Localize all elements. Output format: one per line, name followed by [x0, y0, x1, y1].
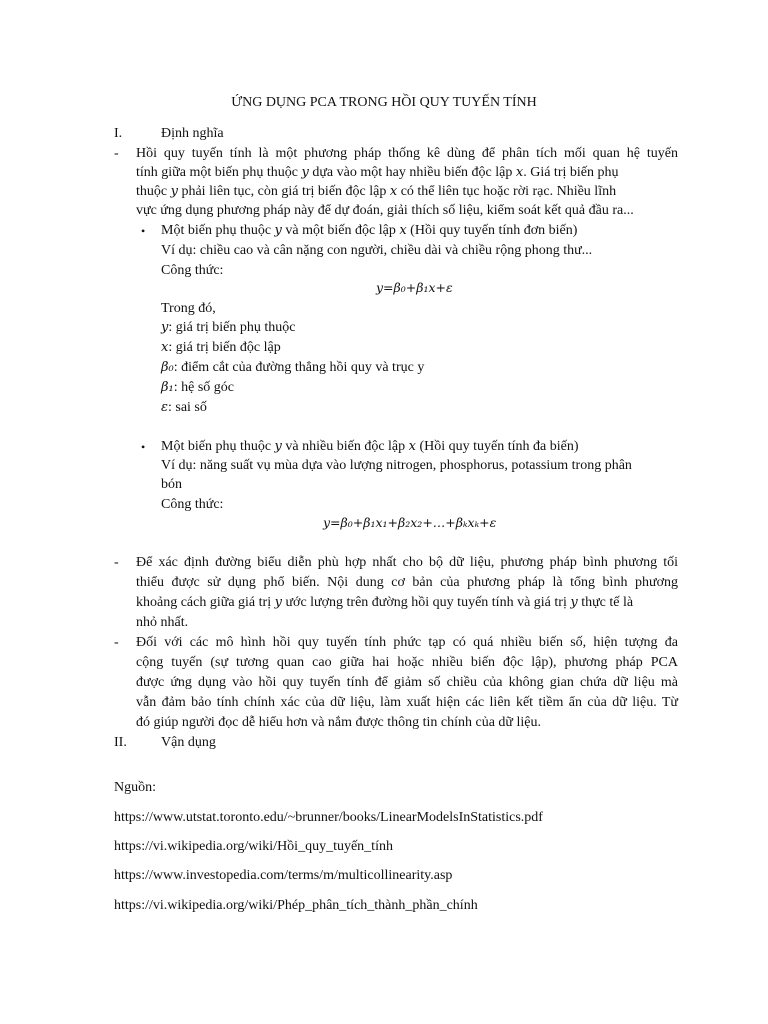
para1-line4: vực ứng dụng phương pháp này để dự đoán, giải thích số liệu, kiểm soát kết quả đầu ra...: [136, 203, 634, 218]
para3-line3: được ứng dụng vào hồi quy tuyến tính để giảm số chiều của không gian chứa dữ liệu mà: [136, 675, 678, 690]
para1-line3: thuộc y phải liên tục, còn giá trị biến độc lập x có thể liên tục hoặc rời rạc. Nhiều lĩnh: [136, 184, 617, 199]
section-2-marker: II.: [114, 735, 127, 750]
var-y: y: [170, 184, 178, 199]
var-y: y: [301, 165, 309, 180]
para3-line1: Đối với các mô hình hồi quy tuyến tính phức tạp có quá nhiều biến số, hiện tượng đa: [136, 635, 678, 650]
dash-marker: -: [114, 555, 119, 570]
source-link[interactable]: https://www.utstat.toronto.edu/~brunner/books/LinearModelsInStatistics.pdf: [114, 810, 543, 825]
para3-line2: cộng tuyến (sự tương quan cao giữa hai hoặc nhiều biến độc lập), phương pháp PCA: [136, 655, 678, 670]
simple-formula: y=β₀+β₁x+ε: [376, 280, 453, 295]
para2-line4: nhỏ nhất.: [136, 615, 189, 630]
multi-example-line1: Ví dụ: năng suất vụ mùa dựa vào lượng nitrogen, phosphorus, potassium trong phân: [161, 458, 632, 473]
source-link[interactable]: https://vi.wikipedia.org/wiki/Phép_phân_tích_thành_phần_chính: [114, 898, 478, 913]
multi-example-line2: bón: [161, 477, 182, 492]
para2-line2: thiểu được sử dụng phổ biến. Nội dung cơ bản của phương pháp là tổng bình phương: [136, 575, 678, 590]
section-1-marker: I.: [114, 126, 123, 141]
var-x: x: [389, 184, 398, 199]
def-y: y: giá trị biến phụ thuộc: [161, 320, 296, 335]
section-2-heading: Vận dụng: [161, 735, 216, 750]
where-label: Trong đó,: [161, 301, 216, 316]
page-title: ỨNG DỤNG PCA TRONG HỒI QUY TUYẾN TÍNH: [231, 95, 537, 110]
source-link[interactable]: https://www.investopedia.com/terms/m/multicollinearity.asp: [114, 868, 453, 883]
sources-label: Nguồn:: [114, 780, 156, 795]
para3-line4: vẫn đảm bảo tính chính xác của dữ liệu, làm xuất hiện các liên kết tiềm ẩn của dữ liệu. Từ: [136, 695, 678, 710]
bullet-icon: •: [141, 224, 146, 238]
def-epsilon: ε: sai số: [161, 400, 207, 415]
dash-marker: -: [114, 635, 119, 650]
para3-line5: đó giúp người đọc dễ hiểu hơn và nắm được thông tin chính của dữ liệu.: [136, 715, 542, 730]
multi-formula: y=β₀+β₁x₁+β₂x₂+…+βₖxₖ+ε: [323, 515, 497, 530]
multi-heading: Một biến phụ thuộc y và nhiều biến độc lập x (Hồi quy tuyến tính đa biến): [161, 439, 579, 454]
dash-marker: -: [114, 146, 119, 161]
def-x: x: giá trị biến độc lập: [161, 340, 281, 355]
para1-line1: Hồi quy tuyến tính là một phương pháp thống kê dùng để phân tích mối quan hệ tuyến: [136, 146, 678, 161]
source-link[interactable]: https://vi.wikipedia.org/wiki/Hồi_quy_tuyến_tính: [114, 839, 393, 854]
def-beta0: β₀: điểm cắt của đường thẳng hồi quy và trục y: [161, 360, 425, 375]
para2-line3: khoảng cách giữa giá trị y ước lượng trên đường hồi quy tuyến tính và giá trị y thực tế là: [136, 595, 634, 610]
simple-heading: Một biến phụ thuộc y và một biến độc lập x (Hồi quy tuyến tính đơn biến): [161, 223, 578, 238]
para2-line1: Để xác định đường biểu diễn phù hợp nhất cho bộ dữ liệu, phương pháp bình phương tối: [136, 555, 678, 570]
var-x: x: [515, 165, 524, 180]
simple-formula-label: Công thức:: [161, 263, 224, 278]
section-1-heading: Định nghĩa: [161, 126, 224, 141]
bullet-icon: •: [141, 440, 146, 454]
para1-line2: tính giữa một biến phụ thuộc y dựa vào một hay nhiều biến độc lập x. Giá trị biến phụ: [136, 165, 619, 180]
def-beta1: β₁: hệ số góc: [161, 380, 234, 395]
multi-formula-label: Công thức:: [161, 497, 224, 512]
simple-example: Ví dụ: chiều cao và cân nặng con người, chiều dài và chiều rộng phong thư...: [161, 243, 593, 258]
